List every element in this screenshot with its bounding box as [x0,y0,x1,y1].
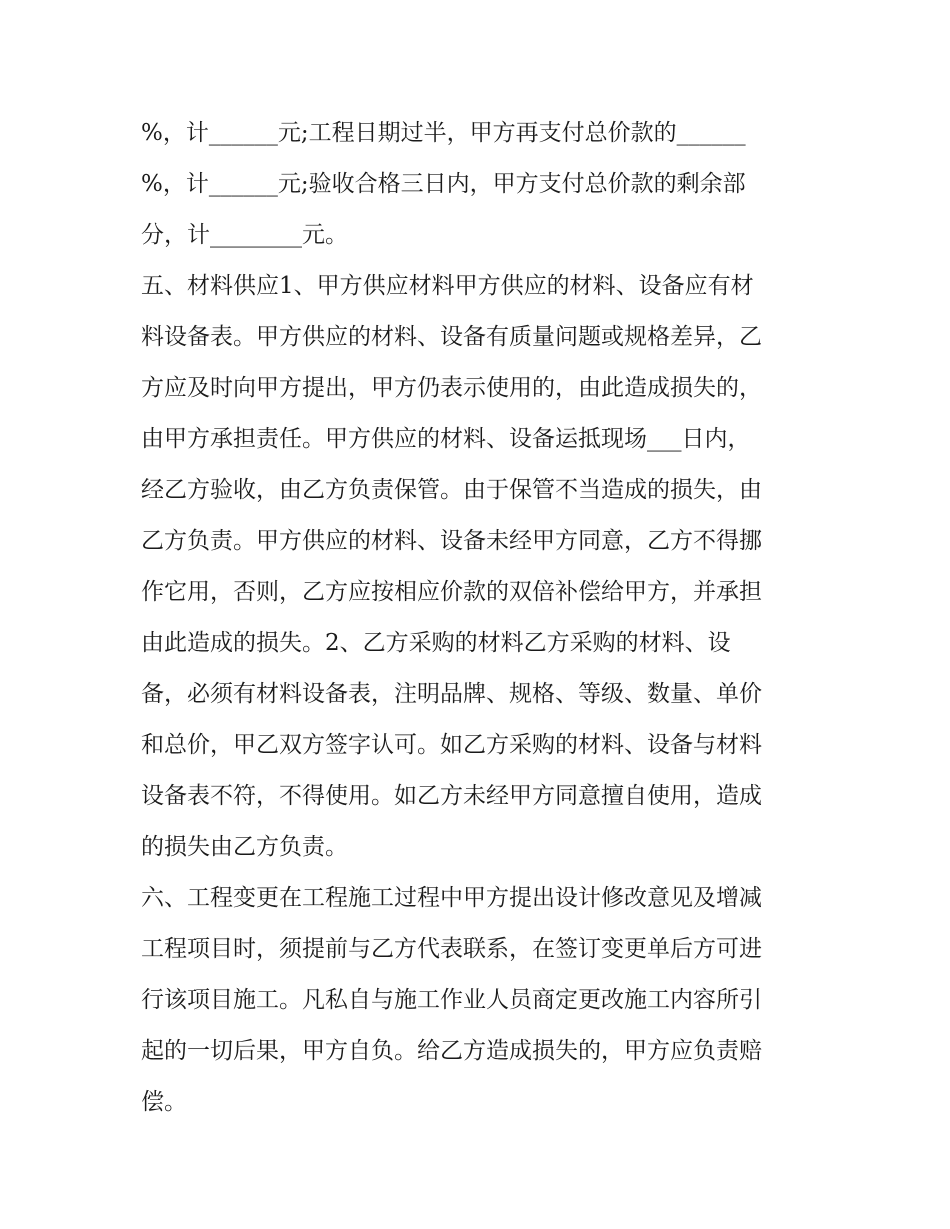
text-line: 方应及时向甲方提出，甲方仍表示使用的，由此造成损失的， [141,375,762,401]
text-line: 备，必须有材料设备表，注明品牌、规格、等级、数量、单价 [141,681,762,707]
text-line: 偿。 [141,1089,187,1115]
text-line: 和总价，甲乙双方签字认可。如乙方采购的材料、设备与材料 [141,732,762,758]
text-line: 分，计________元。 [141,222,348,248]
paragraph-payment-terms [141,108,821,261]
text-line: 行该项目施工。凡私自与施工作业人员商定更改施工内容所引 [141,987,762,1013]
text-line: 起的一切后果，甲方自负。给乙方造成损失的，甲方应负责赔 [141,1038,762,1064]
text-line: 乙方负责。甲方供应的材料、设备未经甲方同意，乙方不得挪 [141,528,762,554]
text-line: 工程项目时，须提前与乙方代表联系，在签订变更单后方可进 [141,936,762,962]
text-line: 由此造成的损失。2、乙方采购的材料乙方采购的材料、设 [141,630,731,656]
text-line: 料设备表。甲方供应的材料、设备有质量问题或规格差异，乙 [141,324,762,350]
text-line: 经乙方验收，由乙方负责保管。由于保管不当造成的损失，由 [141,477,762,503]
text-line: 作它用，否则，乙方应按相应价款的双倍补偿给甲方，并承担 [141,579,762,605]
text-line: 由甲方承担责任。甲方供应的材料、设备运抵现场___日内， [141,426,751,452]
paragraph-project-changes [141,873,821,1128]
text-line: %，计______元;验收合格三日内，甲方支付总价款的剩余部 [141,171,746,197]
text-line: 的损失由乙方负责。 [141,834,348,860]
text-line: 设备表不符，不得使用。如乙方未经甲方同意擅自使用，造成 [141,783,762,809]
paragraph-material-supply [141,261,821,873]
text-line: 六、工程变更在工程施工过程中甲方提出设计修改意见及增减 [141,885,762,911]
document-body [141,108,821,1128]
text-line: %，计______元;工程日期过半，甲方再支付总价款的______ [141,120,746,146]
text-line: 五、材料供应1、甲方供应材料甲方供应的材料、设备应有材 [141,273,754,299]
